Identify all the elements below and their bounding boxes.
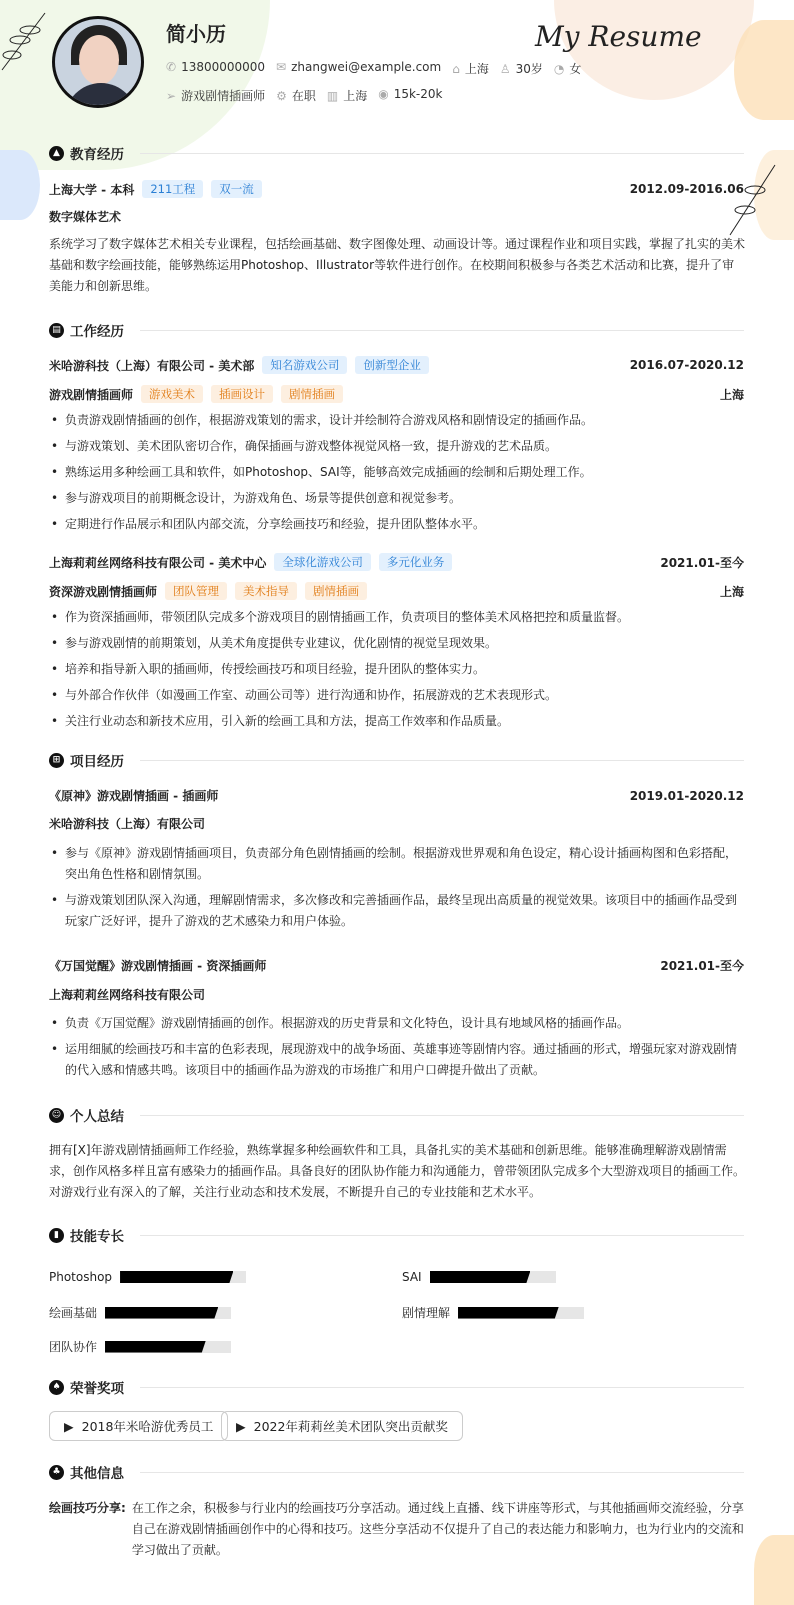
- skill-bar: [430, 1271, 556, 1283]
- work-bullets: • 作为资深插画师，带领团队完成多个游戏项目的剧情插画工作，负责项目的整体美术风格把控和质量监督。 • 参与游戏剧情的前期策划，从美术角度提供专业建议，优化剧情的视觉呈现效果。 • 培养和指导新入职的插画师，传授绘画技巧和项目经验，提升团队的整体实力。 • 与外部合作伙伴（如漫画工作室、动画公司等）进行沟通和协作，拓展游戏的艺术表现形式。 • 关注行业动态和新技术应用，引入新的绘画工具和方法，提高工作效率和作品质量。: [49, 607, 746, 737]
- education-major: 数字媒体艺术: [49, 210, 122, 224]
- work-role: 游戏剧情插画师 游戏美术 插画设计 剧情插画 上海: [49, 387, 744, 402]
- work-role: 资深游戏剧情插画师 团队管理 美术指导 剧情插画 上海: [49, 584, 744, 599]
- skill-bar-fill: [105, 1341, 206, 1353]
- job-info: [166, 87, 442, 104]
- skill-item: SAI: [402, 1270, 556, 1284]
- decor-leaf: [0, 150, 40, 220]
- project-header: 《万国觉醒》游戏剧情插画 - 资深插画师 2021.01-至今: [49, 959, 744, 973]
- section-education: ▲ 教育经历: [49, 143, 744, 163]
- salary-icon: ◉: [378, 87, 389, 101]
- summary-text: 拥有[X]年游戏剧情插画师工作经验，熟练掌握多种绘画软件和工具，具备扎实的美术基础和创新思维。能够准确理解游戏剧情需求，创作风格多样且富有感染力的插画作品。具备良好的团队协作能力和沟通能力，曾带领团队完成多个大型游戏项目的插画工作。对游戏行业有深入的了解，关注行业动态和技术发展，不断提升自己的专业技能和艺术水平。: [49, 1143, 746, 1199]
- chart-icon: ▮: [49, 1228, 64, 1243]
- resume-title: My Resume: [535, 20, 702, 53]
- skill-bar: [458, 1307, 584, 1319]
- avatar: [52, 16, 144, 108]
- gender-icon: ◔: [553, 62, 565, 76]
- branch-decoration-icon: [0, 5, 60, 75]
- skill-bar: [105, 1307, 231, 1319]
- project-header: 《原神》游戏剧情插画 - 插画师 2019.01-2020.12: [49, 788, 744, 803]
- play-icon: ▶: [236, 1418, 246, 1434]
- phone: 13800000000: [181, 60, 266, 74]
- award-icon: ♠: [49, 1380, 64, 1395]
- project-company: 上海莉莉丝网络科技有限公司: [49, 988, 206, 1002]
- section-awards: ♠ 荣誉奖项: [49, 1377, 744, 1397]
- grid-icon: ⊞: [49, 753, 64, 768]
- skill-item: 团队协作: [49, 1338, 231, 1355]
- skill-bar-fill: [458, 1307, 559, 1319]
- play-icon: ▶: [64, 1418, 74, 1434]
- other-item: 绘画技巧分享: 在工作之余，积极参与行业内的绘画技巧分享活动。通过线上直播、线下讲座等形式，与其他插画师交流经验，分享自己在游戏剧情插画创作中的心得和技巧。这些分享活动不仅提升了自己的表达能力和影响力，也为行业内的交流和学习做出了贡献。: [49, 1501, 744, 1557]
- salary: 15k-20k: [393, 87, 443, 101]
- branch-decoration-icon: [720, 160, 780, 240]
- section-other: ♣ 其他信息: [49, 1462, 744, 1482]
- skill-bar: [120, 1271, 246, 1283]
- section-skills: ▮ 技能专长: [49, 1225, 744, 1245]
- city: 上海: [464, 62, 489, 76]
- send-icon: ➢: [166, 89, 177, 103]
- work-bullets: • 负责游戏剧情插画的创作，根据游戏策划的需求，设计并绘制符合游戏风格和剧情设定的插画作品。 • 与游戏策划、美术团队密切合作，确保插画与游戏整体视觉风格一致，提升游戏的艺术品质。 • 熟练运用多种绘画工具和软件，如Photoshop、SAI等，能够高效完成插画的绘制和后期处理工作。 • 参与游戏项目的前期概念设计，为游戏角色、场景等提供创意和视觉参考。 • 定期进行作品展示和团队内部交流，分享绘画技巧和经验，提升团队整体水平。: [49, 410, 746, 540]
- home-icon: ⌂: [452, 62, 460, 76]
- decor-flower: [754, 1535, 794, 1605]
- contact-info: [166, 60, 581, 77]
- award-item: ▶ 2022年莉莉丝美术团队突出贡献奖: [221, 1411, 463, 1441]
- job-status: 在职: [291, 89, 316, 103]
- work-header: 上海莉莉丝网络科技有限公司 - 美术中心 全球化游戏公司 多元化业务 2021.01-至今: [49, 555, 744, 570]
- info-icon: ♣: [49, 1465, 64, 1480]
- building-icon: ▥: [326, 89, 339, 103]
- skill-item: 绘画基础: [49, 1304, 231, 1321]
- skill-item: Photoshop: [49, 1270, 246, 1284]
- skill-item: 剧情理解: [402, 1304, 584, 1321]
- section-projects: ⊞ 项目经历: [49, 750, 744, 770]
- target-city: 上海: [343, 89, 368, 103]
- project-company: 米哈游科技（上海）有限公司: [49, 817, 206, 831]
- user-icon: ☺: [49, 1108, 64, 1123]
- graduation-icon: ▲: [49, 146, 64, 161]
- skill-bar-fill: [120, 1271, 233, 1283]
- education-desc: 系统学习了数字媒体艺术相关专业课程，包括绘画基础、数字图像处理、动画设计等。通过课程作业和项目实践，掌握了扎实的美术基础和数字绘画技能，能够熟练运用Photoshop、Illustrator等软件进行创作。在校期间积极参与各类艺术活动和比赛，提升了审美能力和创新思维。: [49, 237, 746, 293]
- briefcase-icon: ▤: [49, 323, 64, 338]
- work-header: 米哈游科技（上海）有限公司 - 美术部 知名游戏公司 创新型企业 2016.07-2020.12: [49, 358, 744, 373]
- gear-icon: ⚙: [276, 89, 287, 103]
- award-item: ▶ 2018年米哈游优秀员工: [49, 1411, 228, 1441]
- email: zhangwei@example.com: [291, 60, 442, 74]
- candidate-name: 简小历: [166, 22, 226, 46]
- project-bullets: • 参与《原神》游戏剧情插画项目，负责部分角色剧情插画的绘制。根据游戏世界观和角色设定，精心设计插画构图和色彩搭配，突出角色性格和剧情氛围。 • 与游戏策划团队深入沟通，理解剧情需求，多次修改和完善插画作品，最终呈现出高质量的视觉效果。该项目中的插画作品受到玩家广泛好评，提升了游戏的艺术感染力和用户体验。: [49, 843, 746, 937]
- gender: 女: [569, 62, 582, 76]
- section-summary: ☺ 个人总结: [49, 1105, 744, 1125]
- decor-flower: [734, 20, 794, 120]
- mail-icon: ✉: [276, 60, 287, 74]
- phone-icon: ✆: [166, 60, 177, 74]
- age: 30岁: [515, 62, 543, 76]
- job-title: 游戏剧情插画师: [181, 89, 266, 103]
- education-header: 上海大学 - 本科 211工程 双一流 2012.09-2016.06: [49, 182, 744, 197]
- project-bullets: • 负责《万国觉醒》游戏剧情插画的创作。根据游戏的历史背景和文化特色，设计具有地域风格的插画作品。 • 运用细腻的绘画技巧和丰富的色彩表现，展现游戏中的战争场面、英雄事迹等剧情内容。通过插画的形式，增强玩家对游戏剧情的代入感和情感共鸣。该项目中的插画作品为游戏的市场推广和用户口碑提升做出了贡献。: [49, 1013, 746, 1086]
- skill-bar-fill: [105, 1307, 218, 1319]
- skill-bar-fill: [430, 1271, 531, 1283]
- age-icon: ♙: [499, 62, 511, 76]
- skill-bar: [105, 1341, 231, 1353]
- section-work: ▤ 工作经历: [49, 320, 744, 340]
